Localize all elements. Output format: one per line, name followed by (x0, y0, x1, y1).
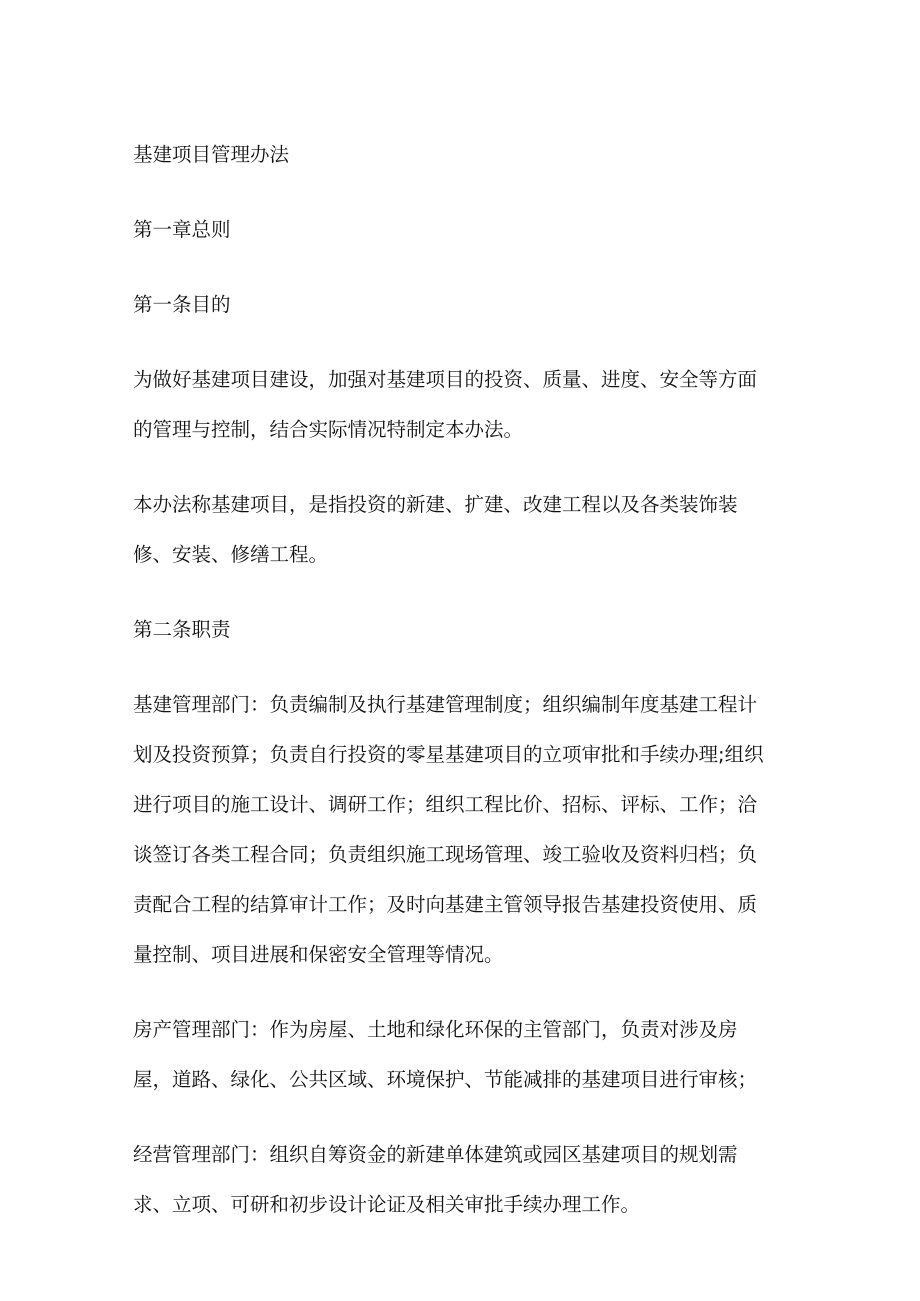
article-1-heading: 第一条目的 (133, 293, 231, 316)
purpose-paragraph (133, 363, 788, 446)
business-dept-paragraph (133, 1138, 788, 1221)
paragraph-line: 为做好基建项目建设，加强对基建项目的投资、质量、进度、安全等方面 (133, 368, 758, 391)
paragraph-line: 进行项目的施工设计、调研工作；组织工程比价、招标、评标、工作；洽 (133, 793, 758, 816)
property-dept-paragraph (133, 1013, 788, 1096)
paragraph-line: 的管理与控制，结合实际情况特制定本办法。 (133, 418, 524, 441)
paragraph-line: 划及投资预算；负责自行投资的零星基建项目的立项审批和手续办理;组织 (133, 743, 764, 766)
paragraph-line: 本办法称基建项目，是指投资的新建、扩建、改建工程以及各类装饰装 (133, 493, 738, 516)
paragraph-line: 量控制、项目进展和保密安全管理等情况。 (133, 943, 504, 966)
paragraph-line: 屋，道路、绿化、公共区域、环境保护、节能减排的基建项目进行审核； (133, 1068, 758, 1091)
paragraph-line: 责配合工程的结算审计工作；及时向基建主管领导报告基建投资使用、质 (133, 893, 758, 916)
chapter-heading: 第一章总则 (133, 218, 231, 241)
paragraph-line: 基建管理部门：负责编制及执行基建管理制度；组织编制年度基建工程计 (133, 693, 758, 716)
paragraph-line: 修、安装、修缮工程。 (133, 543, 329, 566)
article-2-heading: 第二条职责 (133, 618, 231, 641)
paragraph-line: 房产管理部门：作为房屋、土地和绿化环保的主管部门，负责对涉及房 (133, 1018, 738, 1041)
infrastructure-dept-paragraph (133, 688, 788, 971)
paragraph-line: 经营管理部门：组织自筹资金的新建单体建筑或园区基建项目的规划需 (133, 1143, 738, 1166)
paragraph-line: 谈签订各类工程合同；负责组织施工现场管理、竣工验收及资料归档；负 (133, 843, 758, 866)
document-title: 基建项目管理办法 (133, 143, 290, 166)
paragraph-line: 求、立项、可研和初步设计论证及相关审批手续办理工作。 (133, 1193, 641, 1216)
document-body (133, 138, 788, 1263)
scope-paragraph (133, 488, 788, 571)
